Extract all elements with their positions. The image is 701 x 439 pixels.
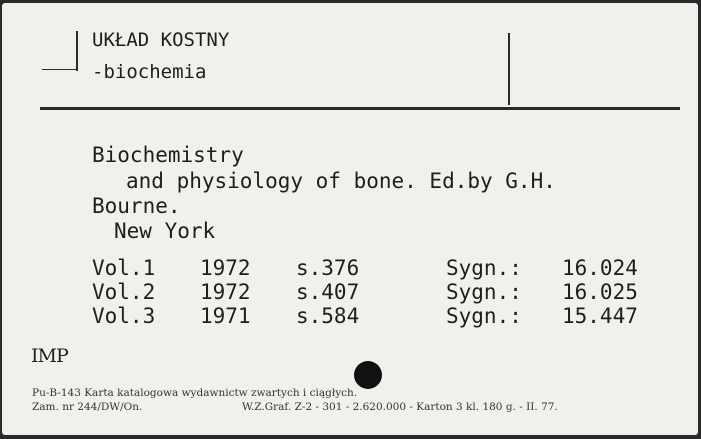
sygn-label: Sygn.: (446, 304, 522, 328)
volume-year: 1972 (200, 280, 251, 304)
volume-pages: s.376 (296, 256, 360, 280)
volume-year: 1971 (200, 304, 251, 328)
entry-title: Biochemistry (92, 143, 244, 167)
sygn-number: 15.447 (562, 304, 638, 328)
footer-line-2-left: Zam. nr 244/DW/On. (32, 401, 143, 413)
header-short-rule (42, 69, 78, 70)
sygn-label: Sygn.: (446, 280, 522, 304)
volume-label: Vol.1 (92, 256, 156, 280)
punch-hole (354, 361, 382, 389)
footer-line-2-right: W.Z.Graf. Z-2 - 301 - 2.620.000 - Karton 3 kl. 180 g. - II. 77. (242, 401, 558, 413)
sygn-number: 16.025 (562, 280, 638, 304)
entry-title-continuation: and physiology of bone. Ed.by G.H. (126, 169, 556, 193)
subject-subheading: -biochemia (92, 61, 207, 83)
volume-pages: s.407 (296, 280, 360, 304)
volume-pages: s.584 (296, 304, 360, 328)
header-divider-rule (40, 107, 680, 110)
volume-label: Vol.3 (92, 304, 156, 328)
subject-heading: UKŁAD KOSTNY (92, 29, 230, 51)
header-right-vertical-rule (508, 33, 510, 105)
imp-stamp: IMP (31, 345, 68, 367)
entry-place: New York (114, 219, 216, 243)
header-left-vertical-rule (76, 31, 78, 71)
entry-editor: Bourne. (92, 194, 181, 218)
sygn-label: Sygn.: (446, 256, 522, 280)
footer-line-1: Pu-B-143 Karta katalogowa wydawnictw zwartych i ciągłych. (32, 387, 358, 399)
volume-label: Vol.2 (92, 280, 156, 304)
sygn-number: 16.024 (562, 256, 638, 280)
catalog-card (2, 3, 698, 435)
volume-year: 1972 (200, 256, 251, 280)
